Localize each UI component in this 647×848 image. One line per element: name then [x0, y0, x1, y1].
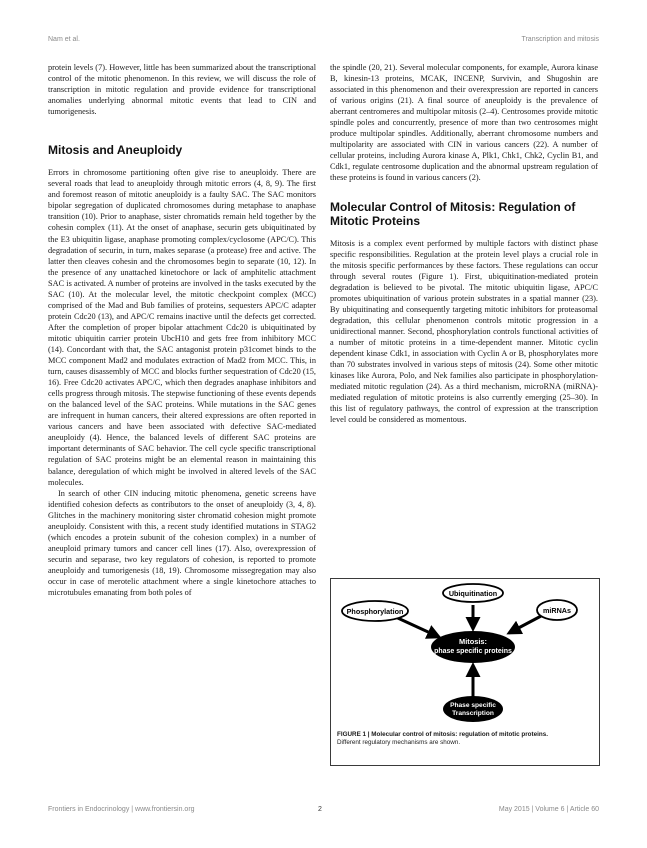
section-heading-molecular-control: Molecular Control of Mitosis: Regulation of Mitotic Proteins — [330, 199, 576, 228]
mirnas-label: miRNAs — [543, 606, 571, 615]
paragraph: Mitosis is a complex event performed by multiple factors with distinct phase specific responsibilities. Regulation at the protein level plays a crucial role in the mitosis specific performances by these factors. These regulations can occur through several routes (Figure 1). First, ubiquitination-mediated protein degradation is believed to be pivotal. The mitotic ubiquitin ligase, APC/C promotes ubiquitination of various protein substrates in a spatial manner (23). By ubiquitinating and consequently targeting mitotic inhibitors for proteasomal degradation, this cellular phenomenon controls mitotic progression in a unidirectional manner. Second, phosphorylation controls functional activities of a number of mitotic proteins in a time-dependent manner. Mitotic cyclin dependent kinase Cdk1, in association with Cyclin A or B, phosphorylates more than 70 substrates involved in various steps of mitosis (24). Some other mitotic kinases like Aurora, Polo, and Nek families also participate in phosphorylation-mediated mitotic regulation (24). As a third mechanism, microRNA (miRNA)-mediated regulation of mitotic proteins is also currently emerging (25–30). In this list of regulatory pathways, the control of expression at the transcription level could be considered as momentous. — [330, 238, 598, 425]
footer-issue: May 2015 | Volume 6 | Article 60 — [498, 806, 599, 813]
figure-1 — [330, 578, 600, 766]
paragraph: protein levels (7). However, little has been summarized about the transcriptional control of the mitotic phenomenon. In this review, we will discuss the role of transcription in mitotic regulation and provide evidence for transcriptional anomalies underlying abnormal mitotic events that lead to CIN and tumorigenesis. — [48, 63, 316, 117]
transcription-node-line1: Phase specific — [450, 702, 496, 709]
mitosis-node-line2: phase specific proteins — [434, 648, 512, 655]
right-column — [330, 62, 598, 425]
figure-caption — [337, 731, 593, 747]
paragraph: In search of other CIN inducing mitotic phenomena, genetic screens have identified cohesion defects as contributors to the onset of aneuploidy (3, 4, 8). Glitches in the machinery monitoring sister chromatid cohesion might promote aneuploidy. Consistent with this, a recent study identified mutations in STAG2 (which encodes a protein subunit of the cohesion complex) in a number of aneuploid primary tumors and cancer cell lines (17). Also, overexpression of securin and separase, two key regulators of cohesion, is reported to promote aneuploidy and tumorigenesis (18, 19). Chromosome missegregation may also occur in case of merotelic attachment where a single kinetochore attaches to microtubules emanating from both poles of — [48, 488, 316, 598]
figure-caption-title: FIGURE 1 | Molecular control of mitosis: regulation of mitotic proteins. — [337, 731, 548, 738]
regulation-diagram — [335, 583, 595, 723]
ubiquitination-label: Ubiquitination — [448, 589, 498, 598]
figure-caption-text: Different regulatory mechanisms are shown. — [337, 739, 461, 746]
section-heading-mitosis-aneuploidy: Mitosis and Aneuploidy — [48, 143, 183, 158]
paragraph: Errors in chromosome partitioning often give rise to aneuploidy. There are several roads that lead to aneuploidy through mitotic errors (4, 8, 9). The first and foremost reason of mitotic aneuploidy is a faulty SAC. The SAC monitors bipolar segregation of duplicated chromosomes during metaphase to anaphase transition (10). Prior to anaphase, sister chromatids remain held together by the cohesin complex (11). At the onset of anaphase, securin gets ubiquitinated by the E3 ubiquitin ligase, anaphase promoting complex/cyclosome (APC/C). This degradation of securin, in turn, makes separase (a protease) free and active. The latter then cleaves cohesin and the chromosomes begin to separate (10, 12). In the presence of any unattached kinetochore or lack of amphitelic attachment SAC is activated. A number of proteins are involved in the tasks executed by the SAC (10). At the molecular level, the mitotic checkpoint complex (MCC) comprised of the Mad and Bub families of proteins, sequesters APC/C adapter protein Cdc20 (13), and APC/C remains inactive until the defects get corrected. After the completion of proper bipolar attachment Cdc20 is ubiquitinated by mitotic ubiquitin carrier protein UbcH10 and gets free from inhibitory MCC (14). Concordant with that, the SAC antagonist protein p31comet binds to the MCC component Mad2 and modulates extraction of Mad2 from MCC. This, in turn, causes disassembly of MCC and blocks further sequestration of Cdc20 (15, 16). Free Cdc20 activates APC/C, which then degrades anaphase inhibitors and cells progress through mitosis. The stepwise functioning of these events depends on the balanced level of the SAC proteins. While mutations in the SAC genes are infrequent in human cancers, their altered expressions are often reported in various cancers and have been associated with defective SAC-mediated aneuploidy (4). Hence, the balanced levels of different SAC proteins are important determinants of SAC behavior. The cell cycle specific transcriptional regulation of SAC proteins might be an elemental reason in maintaining this balance, deregulation of which might be involved in altered levels of the SAC molecules. — [48, 168, 316, 487]
left-column — [48, 62, 316, 598]
arrow-mirnas — [509, 615, 543, 633]
running-header-authors: Nam et al. — [48, 36, 80, 43]
footer-journal: Frontiers in Endocrinology | www.frontiersin.org — [48, 806, 195, 813]
transcription-node — [443, 696, 503, 722]
running-header-title: Transcription and mitosis — [521, 36, 599, 43]
page-number: 2 — [318, 806, 322, 813]
mitosis-node-line1: Mitosis: — [459, 637, 487, 646]
transcription-node-line2: Transcription — [452, 710, 494, 717]
paragraph: the spindle (20, 21). Several molecular components, for example, Aurora kinase B, kinesin-13 proteins, MCAK, INCENP, Survivin, and Shugoshin are associated in this phenomenon and their overexpression are reported in cancers of various origins (21). A final source of aneuploidy is the prevalence of aberrant centromeres and multipolar mitosis (2–4). Centrosomes provide mitotic spindle poles and concurrently, presence of more than two centrosomes might produce multipolar spindles. Additionally, aberrant chromosome numbers and multipolarity are associated with CIN in various cancers (22). A number of cellular proteins, including Aurora kinase A, Plk1, Chk1, Chk2, Cyclin B1, and Cdk1, regulate centrosome duplication and the abnormal upstream regulation of these proteins is found in various cancers (2). — [330, 63, 598, 183]
mitosis-proteins-node — [431, 631, 515, 663]
phosphorylation-label: Phosphorylation — [346, 607, 404, 616]
